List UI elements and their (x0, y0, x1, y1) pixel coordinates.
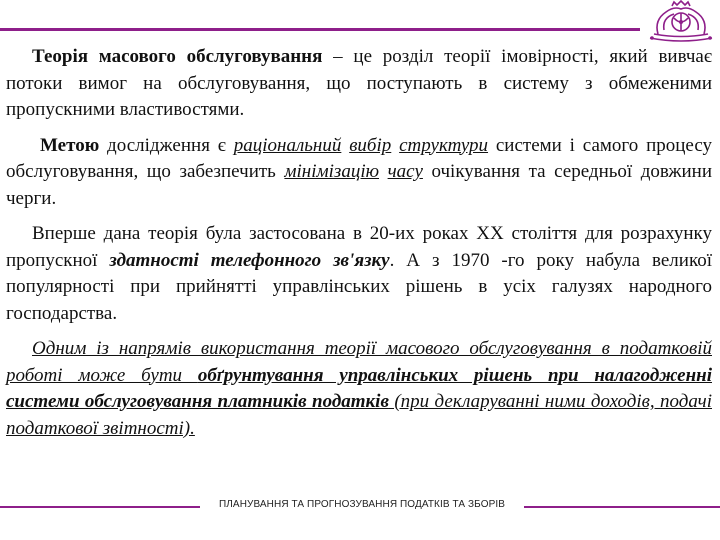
paragraph-goal: Метою дослідження є раціональний вибір структури системи і самого процесу обслуговування, що забезпечить мінімізацію часу очікування та середньої довжини черги. (6, 134, 712, 209)
bold-italic-phrase: здатності телефонного зв'язку (109, 249, 390, 271)
paragraph-definition: Теорія масового обслуговування – це розділ теорії імовірності, який вивчає потоки вимог на обслуговування, що поступають в систему з обмеженими пропускними властивостями. (6, 46, 712, 120)
slide-body (6, 44, 712, 442)
goal-lead: Метою (40, 134, 100, 156)
bold-underlined-phrase: обґрунтування управлінських рішень при налагодженні системи обслуговування платників податків (6, 364, 712, 412)
underlined-term: мінімізацію (284, 161, 380, 182)
underlined-term: раціональний (233, 134, 342, 156)
underlined-term: вибір (349, 134, 392, 156)
underlined-term: часу (387, 161, 423, 182)
paragraph-tax-application: Одним із напрямів використання теорії масового обслуговування в податковій роботі може бути обґрунтування управлінських рішень при налагодженні системи обслуговування платників податків (при декларуванні ними доходів, подачі податкової звітності). (6, 338, 712, 439)
paragraph-history: Вперше дана теорія була застосована в 20-их роках ХХ століття для розрахунку пропускної здатності телефонного зв'язку. А з 1970 -го року набула великої популярності при прийнятті управлінських рішень в усіх галузях народного господарства. (6, 223, 712, 324)
footer-rule-left (0, 506, 200, 508)
footer-rule-right (524, 506, 720, 508)
emblem-logo-icon (644, 0, 718, 42)
footer-label: ПЛАНУВАННЯ ТА ПРОГНОЗУВАННЯ ПОДАТКІВ ТА ЗБОРІВ (218, 499, 505, 510)
header-rule (0, 28, 640, 31)
term-bold: Теорія масового обслуговування (32, 46, 323, 67)
underlined-term: структури (399, 134, 489, 156)
